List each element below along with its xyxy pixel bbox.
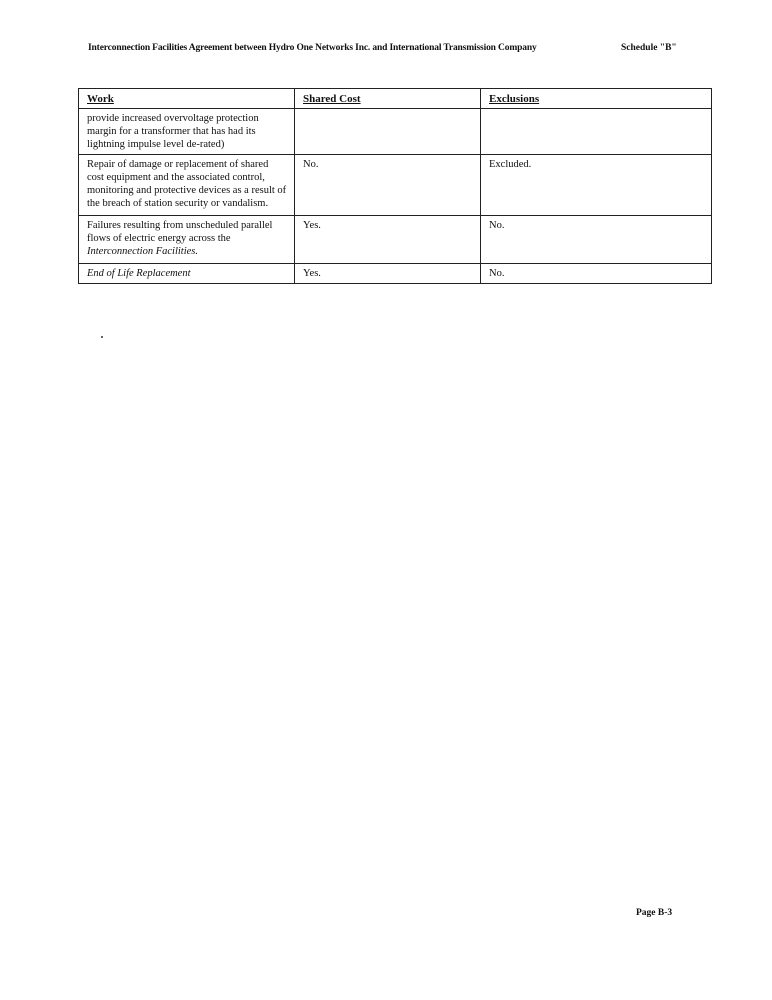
work-cell: Repair of damage or replacement of shared cost equipment and the associated control, monitoring and protective devices as a result of the breach of station security or vandalism. [79,155,295,216]
schedule-label: Schedule "B" [621,43,677,53]
table-row [79,264,712,284]
shared-cost-cell: Yes. [295,216,481,264]
exclusions-cell: No. [481,264,712,284]
exclusions-cell: No. [481,216,712,264]
shared-cost-cell: Yes. [295,264,481,284]
shared-cost-cell [295,109,481,155]
work-cell [79,216,295,264]
table-row [79,109,712,155]
exclusions-cell: Excluded. [481,155,712,216]
work-cell: provide increased overvoltage protection margin for a transformer that has had its lightning impulse level de-rated) [79,109,295,155]
column-header-work: Work [79,89,295,109]
page-number: Page B-3 [636,908,673,918]
schedule-table [78,88,712,284]
exclusions-cell [481,109,712,155]
work-italic-text: Interconnection Facilities. [87,246,198,257]
document-header-title: Interconnection Facilities Agreement between Hydro One Networks Inc. and International Transmission Company [88,43,537,53]
work-text: Failures resulting from unscheduled parallel flows of electric energy across the [87,220,273,244]
work-cell: End of Life Replacement [79,264,295,284]
column-header-exclusions: Exclusions [481,89,712,109]
table-row [79,216,712,264]
table-row [79,155,712,216]
column-header-shared-cost: Shared Cost [295,89,481,109]
stray-mark [101,336,103,338]
shared-cost-cell: No. [295,155,481,216]
table-header-row [79,89,712,109]
